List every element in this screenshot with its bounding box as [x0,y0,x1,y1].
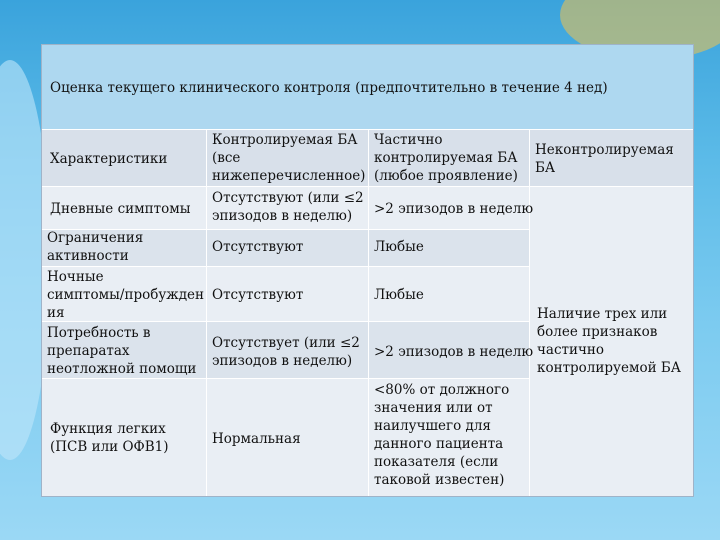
row-controlled-value: Отсутствуют [212,287,304,303]
row-controlled-value: Нормальная [212,431,301,447]
table-title: Оценка текущего клинического контроля (предпочтительно в течение 4 нед) [50,80,608,96]
column-divider [206,130,207,496]
row-controlled-value: Отсутствуют (или ≤2 эпизодов в неделю) [212,190,364,224]
column-header-controlled: Контролируемая БА (все нижеперечисленное) [212,132,366,184]
row-partial-value: Любые [374,287,424,303]
row-controlled-value: Отсутствуют [212,239,304,255]
column-header-characteristics: Характеристики [50,151,168,167]
column-divider [368,130,369,496]
column-header-partial: Частично контролируемая БА (любое проявление) [374,132,518,184]
row-label: Ограничения активности [47,230,144,264]
row-label: Дневные симптомы [50,201,191,217]
row-partial-value: Любые [374,239,424,255]
row-label: Функция легких (ПСВ или ОФВ1) [50,421,169,455]
column-header-uncontrolled: Неконтролируемая БА [535,142,674,176]
row-partial-value: >2 эпизодов в неделю [374,344,534,360]
row-partial-value: >2 эпизодов в неделю [374,201,534,217]
row-label: Ночные симптомы/пробужден ия [47,269,205,321]
column-divider [529,130,530,496]
row-label: Потребность в препаратах неотложной помощи [47,325,197,377]
row-controlled-value: Отсутствует (или ≤2 эпизодов в неделю) [212,335,360,369]
uncontrolled-note: Наличие трех или более признаков частично контролируемой БА [537,306,682,376]
row-partial-value: <80% от должного значения или от наилучшего для данного пациента показателя (если таковой известен) [374,382,510,488]
